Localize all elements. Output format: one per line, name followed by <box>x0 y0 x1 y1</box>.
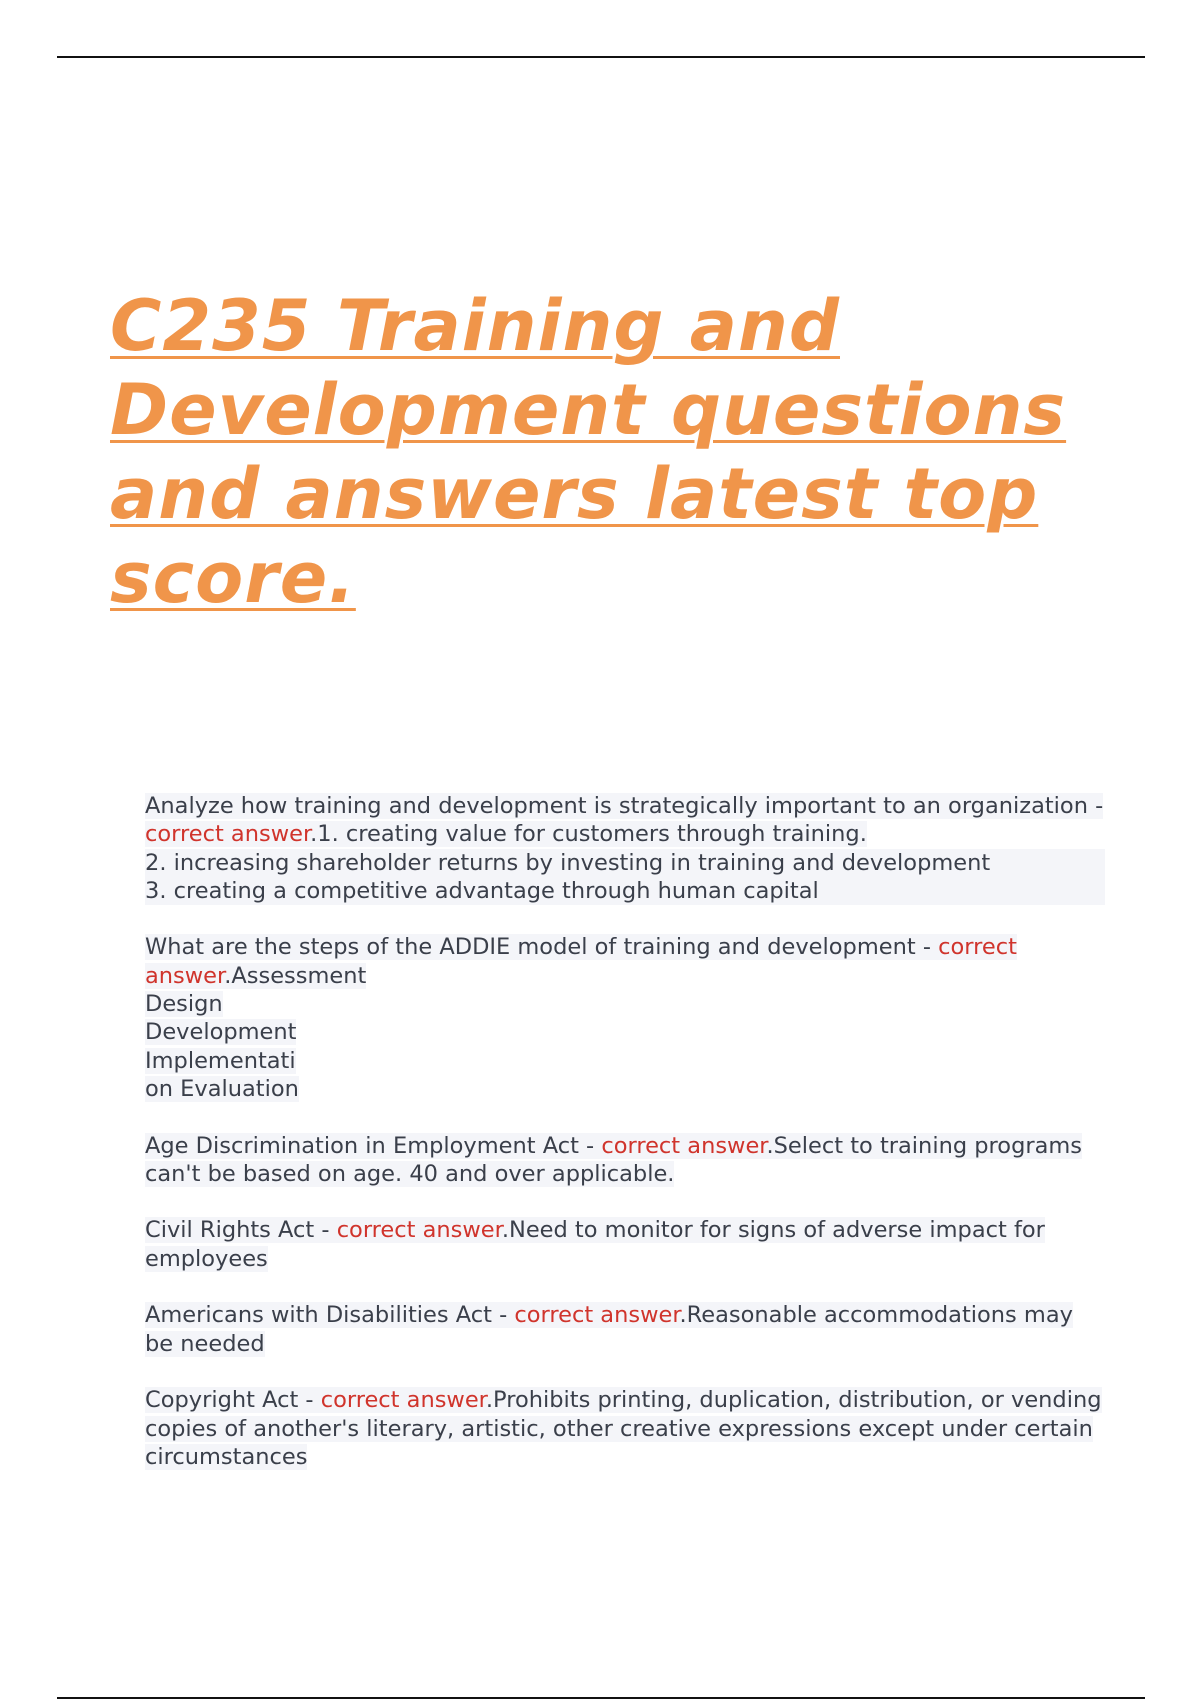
question-text: What are the steps of the ADDIE model of training and development <box>145 934 916 961</box>
question-text: Americans with Disabilities Act <box>145 1302 492 1329</box>
qa-item: Civil Rights Act - correct answer.Need to monitor for signs of adverse impact for employees <box>145 1217 1045 1272</box>
answer-text: Reasonable accommodations may be needed <box>145 1302 1073 1357</box>
qa-content <box>145 792 1105 1499</box>
answer-text: Need to monitor for signs of adverse impact for employees <box>145 1217 1045 1272</box>
question-text: Age Discrimination in Employment Act <box>145 1132 579 1159</box>
question-text: Civil Rights Act <box>145 1217 315 1244</box>
answer-text: 2. increasing shareholder returns by investing in training and development <box>145 849 1105 877</box>
correct-answer-label: correct answer <box>145 821 311 848</box>
correct-answer-label: correct answer <box>336 1217 502 1244</box>
qa-item: What are the steps of the ADDIE model of training and development - correct answer.Assessment Design Development Implementati on Evaluation <box>145 934 1017 1102</box>
answer-text: Prohibits printing, duplication, distribution, or vending copies of another's literary, artistic, other creative expressions except under certain circumstances <box>145 1387 1102 1470</box>
answer-text: 3. creating a competitive advantage through human capital <box>145 877 1105 905</box>
qa-item: Americans with Disabilities Act - correct answer.Reasonable accommodations may be needed <box>145 1302 1073 1357</box>
top-rule <box>57 56 1145 58</box>
correct-answer-label: correct answer <box>320 1387 486 1414</box>
correct-answer-label: correct answer <box>514 1302 680 1329</box>
answer-text: Development <box>145 1019 297 1046</box>
qa-item: Copyright Act - correct answer.Prohibits printing, duplication, distribution, or vending copies of another's literary, artistic, other creative expressions except under certain circumstances <box>145 1387 1102 1470</box>
correct-answer-label: correct answer <box>601 1132 767 1159</box>
qa-item: Analyze how training and development is strategically important to an organization - correct answer.1. creating value for customers through training. 2. increasing shareholder returns by investing in training and development 3. creating a competitive advantage through human capital <box>145 793 1104 904</box>
qa-item: Age Discrimination in Employment Act - correct answer.Select to training programs can't be based on age. 40 and over applicable. <box>145 1132 1083 1187</box>
answer-text: 1. creating value for customers through training. <box>317 821 867 848</box>
answer-text: Design <box>145 991 223 1018</box>
bottom-rule <box>57 1697 1145 1699</box>
answer-text: on Evaluation <box>145 1075 299 1102</box>
question-text: Copyright Act <box>145 1387 299 1414</box>
answer-text: Assessment <box>231 962 367 989</box>
answer-text: Select to training programs can't be based on age. 40 and over applicable. <box>145 1132 1083 1187</box>
question-text: Analyze how training and development is strategically important to an organization <box>145 793 1088 819</box>
correct-answer-label: correct answer <box>145 934 1017 989</box>
document-title: C235 Training and Development questions and answers latest top score. <box>110 285 1067 619</box>
answer-text: Implementati <box>145 1047 296 1074</box>
